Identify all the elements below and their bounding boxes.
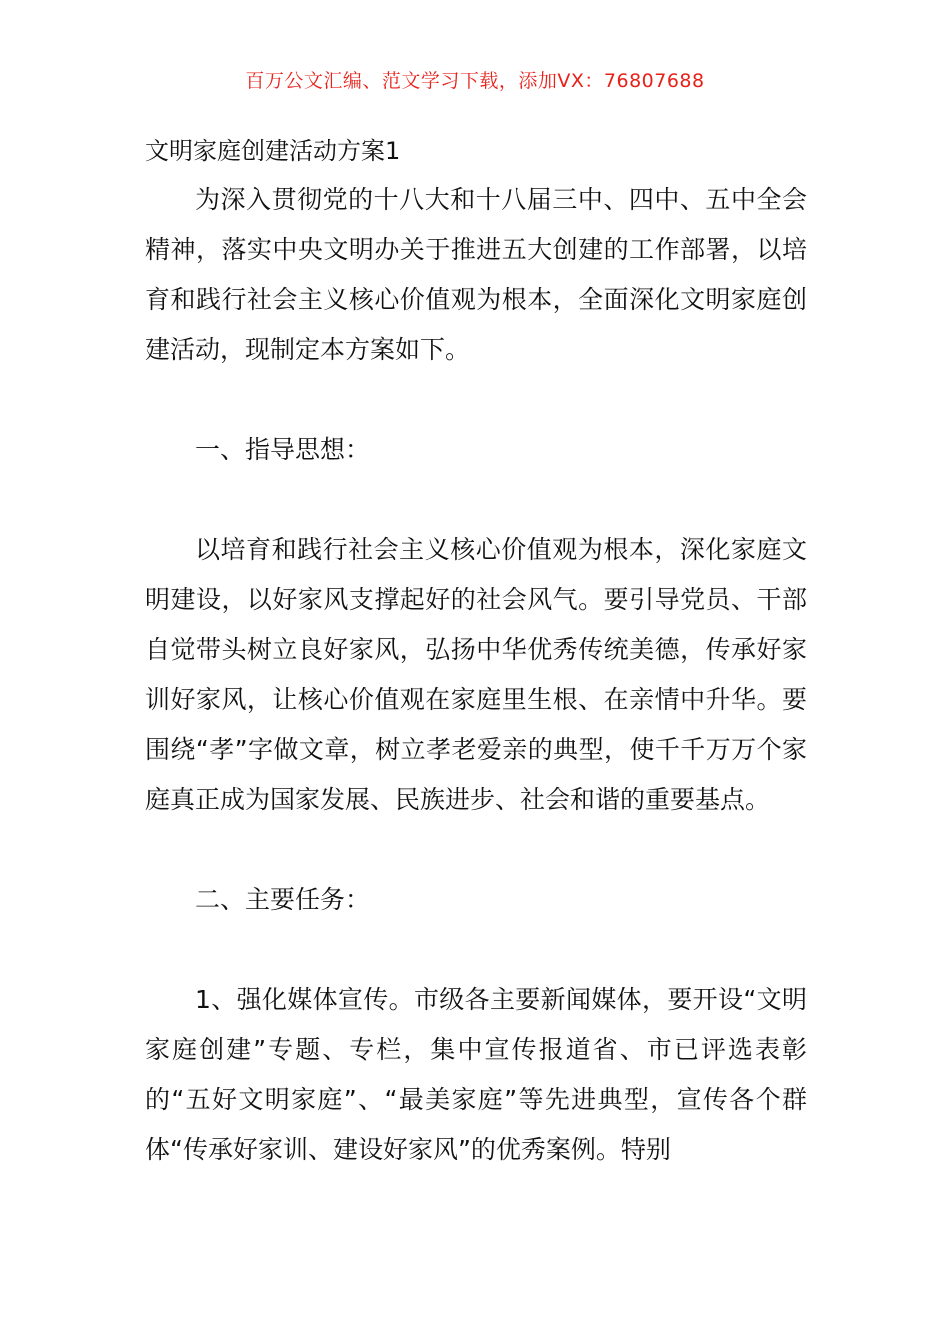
intro-paragraph: 为深入贯彻党的十八大和十八届三中、四中、五中全会精神，落实中央文明办关于推进五大创建的工作部署，以培育和践行社会主义核心价值观为根本，全面深化文明家庭创建活动，现制定本方案如下。: [145, 185, 807, 364]
spacer: [145, 925, 807, 975]
document-title: 文明家庭创建活动方案1: [145, 137, 401, 165]
task-item-1-paragraph: 1、强化媒体宣传。市级各主要新闻媒体，要开设“文明家庭创建”专题、专栏，集中宣传报道省、市已评选表彰的“五好文明家庭”、“最美家庭”等先进典型，宣传各个群体“传承好家训、建设好家风”的优秀案例。特别: [145, 985, 807, 1164]
spacer: [145, 475, 807, 525]
document-body: [145, 135, 807, 1175]
guiding-ideology-paragraph: 以培育和践行社会主义核心价值观为根本，深化家庭文明建设，以好家风支撑起好的社会风气。要引导党员、干部自觉带头树立良好家风，弘扬中华优秀传统美德，传承好家训好家风，让核心价值观在家庭里生根、在亲情中升华。要围绕“孝”字做文章，树立孝老爱亲的典型，使千千万万个家庭真正成为国家发展、民族进步、社会和谐的重要基点。: [145, 535, 807, 814]
watermark-banner: 百万公文汇编、范文学习下载，添加VX：76807688: [245, 70, 705, 92]
spacer: [145, 825, 807, 875]
section-heading-main-tasks: 二、主要任务：: [195, 885, 371, 914]
spacer: [145, 375, 807, 425]
section-heading-guiding-ideology: 一、指导思想：: [195, 435, 371, 464]
